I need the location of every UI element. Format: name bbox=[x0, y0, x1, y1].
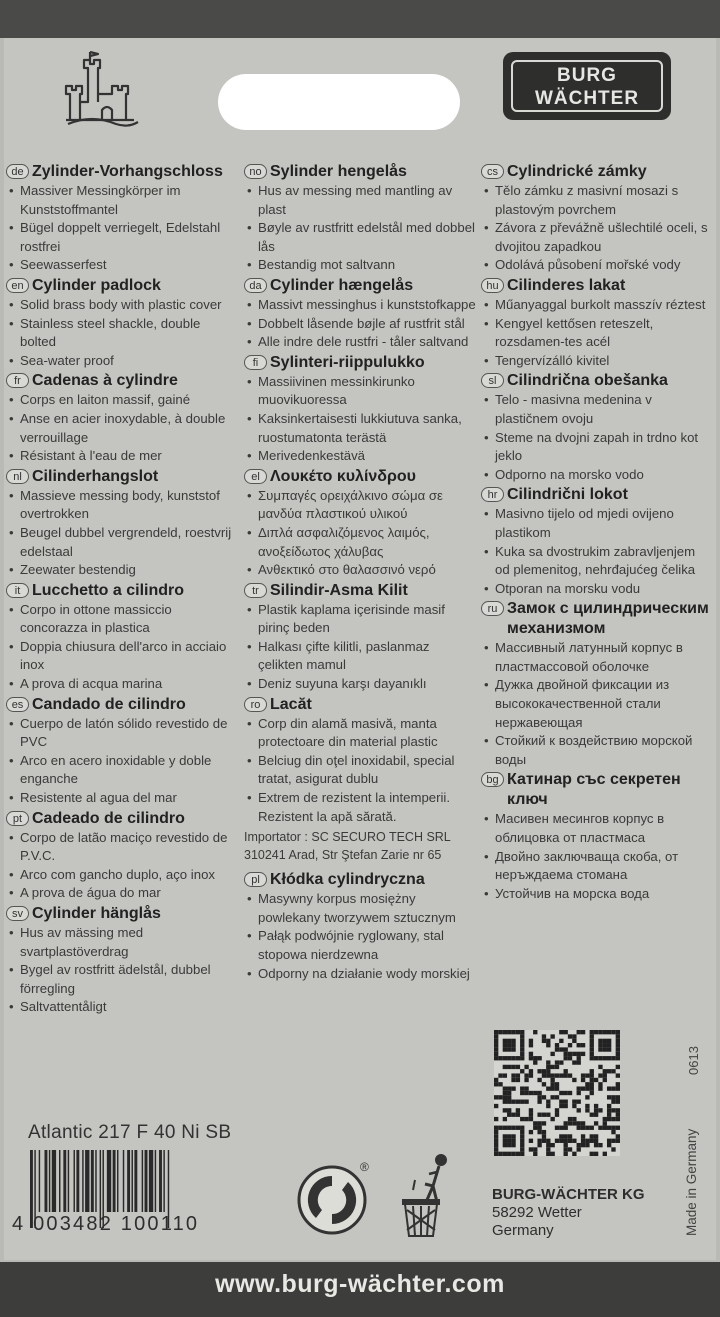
language-code-badge: hr bbox=[481, 487, 504, 502]
logo-text-line1: BURG bbox=[557, 65, 617, 86]
section-heading bbox=[481, 162, 713, 182]
company-name: BURG-WÄCHTER KG bbox=[492, 1186, 645, 1203]
feature-item: • Résistant à l'eau de mer bbox=[6, 447, 238, 466]
top-border-band bbox=[0, 0, 720, 38]
language-code-badge: sl bbox=[481, 373, 504, 388]
feature-item: • Sea-water proof bbox=[6, 352, 238, 371]
language-code-badge: en bbox=[6, 278, 29, 293]
section-heading bbox=[244, 870, 476, 890]
feature-item: • Doppia chiusura dell'arco in acciaio inox bbox=[6, 638, 238, 675]
language-code-badge: ro bbox=[244, 697, 267, 712]
section-heading bbox=[481, 276, 713, 296]
language-section-bg bbox=[481, 770, 713, 903]
section-heading bbox=[244, 353, 476, 373]
language-code-badge: it bbox=[6, 583, 29, 598]
section-title: Silindir-Asma Kilit bbox=[270, 581, 408, 599]
feature-item: • Plastik kaplama içerisinde masif pirinç beden bbox=[244, 601, 476, 638]
feature-item: • Massiivinen messinkirunko muovikuoressa bbox=[244, 373, 476, 410]
language-code-badge: el bbox=[244, 469, 267, 484]
feature-item: • Kuka sa dvostrukim zabravljenjem od plemenitog, nehrđajućeg čelika bbox=[481, 543, 713, 580]
language-section-el bbox=[244, 467, 476, 580]
castle-icon bbox=[62, 50, 144, 132]
feature-item: • Massiver Messingkörper im Kunststoffmantel bbox=[6, 182, 238, 219]
section-title: Cylinder padlock bbox=[32, 276, 161, 294]
feature-list bbox=[481, 810, 713, 903]
feature-item: • Устойчив на морска вода bbox=[481, 885, 713, 904]
feature-list bbox=[6, 182, 238, 275]
feature-item: • Bøyle av rustfritt edelstål med dobbel lås bbox=[244, 219, 476, 256]
feature-list bbox=[244, 373, 476, 466]
section-heading bbox=[481, 371, 713, 391]
feature-item: • Arco en acero inoxidable y doble enganche bbox=[6, 752, 238, 789]
feature-item: • Odporno na morsko vodo bbox=[481, 466, 713, 485]
language-section-en bbox=[6, 276, 238, 370]
section-heading bbox=[6, 695, 238, 715]
feature-item: • Cuerpo de latón sólido revestido de PVC bbox=[6, 715, 238, 752]
section-heading bbox=[481, 485, 713, 505]
language-section-es bbox=[6, 695, 238, 808]
language-column-2 bbox=[244, 162, 476, 984]
language-code-badge: fi bbox=[244, 355, 267, 370]
language-section-de bbox=[6, 162, 238, 275]
model-designation: Atlantic 217 F 40 Ni SB bbox=[28, 1122, 232, 1143]
language-code-badge: ru bbox=[481, 601, 504, 616]
section-heading bbox=[244, 581, 476, 601]
feature-item: • Massivt messinghus i kunststofkappe bbox=[244, 296, 476, 315]
language-column-3 bbox=[481, 162, 713, 904]
feature-item: • Solid brass body with plastic cover bbox=[6, 296, 238, 315]
language-code-badge: bg bbox=[481, 772, 504, 787]
feature-item: • Corp din alamă masivă, manta protectoare din material plastic bbox=[244, 715, 476, 752]
manufacturer-address bbox=[492, 1186, 644, 1240]
section-title: Замок с цилиндрическим механизмом bbox=[507, 600, 709, 638]
address-city: 58292 Wetter bbox=[492, 1204, 582, 1221]
language-section-da bbox=[244, 276, 476, 352]
feature-item: • Ανθεκτικό στο θαλασσινό νερό bbox=[244, 561, 476, 580]
section-heading bbox=[6, 467, 238, 487]
feature-item: • Závora z převážně ušlechtilé oceli, s dvojitou zapadkou bbox=[481, 219, 713, 256]
section-title: Cilinderhangslot bbox=[32, 467, 159, 485]
feature-item: • Двойно заключваща скоба, от неръждаема стомана bbox=[481, 848, 713, 885]
language-section-fi bbox=[244, 353, 476, 466]
language-section-hu bbox=[481, 276, 713, 370]
feature-item: • Odporny na działanie wody morskiej bbox=[244, 965, 476, 984]
feature-item: • Belciug din oţel inoxidabil, special tratat, asigurat dublu bbox=[244, 752, 476, 789]
language-section-pt bbox=[6, 809, 238, 903]
section-title: Cylinder hængelås bbox=[270, 276, 414, 294]
feature-list bbox=[481, 296, 713, 370]
feature-list bbox=[481, 391, 713, 484]
feature-list bbox=[244, 890, 476, 983]
feature-list bbox=[244, 182, 476, 275]
importer-info: Importator : SC SECURO TECH SRL 310241 Arad, Str Ştefan Zarie nr 65 bbox=[244, 830, 451, 863]
feature-list bbox=[481, 505, 713, 598]
language-section-it bbox=[6, 581, 238, 694]
feature-item: • Beugel dubbel vergrendeld, roestvrij edelstaal bbox=[6, 524, 238, 561]
section-heading bbox=[6, 371, 238, 391]
feature-item: • Resistente al agua del mar bbox=[6, 789, 238, 808]
language-code-badge: tr bbox=[244, 583, 267, 598]
feature-item: • Hus av mässing med svartplastöverdrag bbox=[6, 924, 238, 961]
feature-item: • Saltvattentåligt bbox=[6, 998, 238, 1017]
feature-list bbox=[6, 829, 238, 903]
feature-item: • Steme na dvojni zapah in trdno kot jeklo bbox=[481, 429, 713, 466]
section-title: Lucchetto a cilindro bbox=[32, 581, 185, 599]
section-title: Cilindrična obešanka bbox=[507, 372, 668, 390]
section-heading bbox=[244, 695, 476, 715]
language-section-no bbox=[244, 162, 476, 275]
section-heading bbox=[6, 162, 238, 182]
feature-item: • Tělo zámku z masivní mosazi s plastovým povrchem bbox=[481, 182, 713, 219]
language-column-1 bbox=[6, 162, 238, 1018]
language-section-hr bbox=[481, 485, 713, 598]
barcode-number: 4 003482 100110 bbox=[12, 1213, 200, 1235]
feature-item: • Zeewater bestendig bbox=[6, 561, 238, 580]
feature-item: • Dobbelt låsende bøjle af rustfrit stål bbox=[244, 315, 476, 334]
language-section-pl bbox=[244, 870, 476, 983]
feature-item: • Bügel doppelt verriegelt, Edelstahl rostfrei bbox=[6, 219, 238, 256]
feature-list bbox=[481, 182, 713, 275]
feature-item: • A prova di acqua marina bbox=[6, 675, 238, 694]
language-code-badge: fr bbox=[6, 373, 29, 388]
feature-item: • Corpo de latão maciço revestido de P.V.C. bbox=[6, 829, 238, 866]
language-code-badge: nl bbox=[6, 469, 29, 484]
tidyman-disposal-icon bbox=[385, 1150, 455, 1240]
language-code-badge: hu bbox=[481, 278, 504, 293]
section-title: Zylinder-Vorhangschloss bbox=[32, 163, 223, 180]
section-heading bbox=[244, 276, 476, 296]
section-title: Cilinderes lakat bbox=[507, 276, 626, 294]
section-title: Candado de cilindro bbox=[32, 695, 186, 713]
feature-list bbox=[244, 296, 476, 352]
section-heading bbox=[244, 162, 476, 182]
language-code-badge: es bbox=[6, 697, 29, 712]
website-url: www.burg-wächter.com bbox=[215, 1270, 505, 1298]
made-in-label: Made in Germany bbox=[684, 1128, 699, 1236]
section-title: Cilindrični lokot bbox=[507, 486, 628, 504]
section-heading bbox=[6, 809, 238, 829]
feature-item: • Συμπαγές ορειχάλκινο σώμα σε μανδύα πλαστικού υλικού bbox=[244, 487, 476, 524]
feature-item: • Corpo in ottone massiccio concorazza in plastica bbox=[6, 601, 238, 638]
section-title: Sylinder hengelås bbox=[270, 163, 407, 180]
section-heading bbox=[481, 770, 713, 810]
feature-item: • Halkası çifte kilitli, paslanmaz çelikten mamul bbox=[244, 638, 476, 675]
language-code-badge: de bbox=[6, 164, 29, 179]
feature-item: • Anse en acier inoxydable, à double verrouillage bbox=[6, 410, 238, 447]
feature-item: • Bestandig mot saltvann bbox=[244, 256, 476, 275]
feature-item: • Telo - masivna medenina v plastičnem ovoju bbox=[481, 391, 713, 428]
section-title: Λουκέτο κυλίνδρου bbox=[270, 467, 416, 485]
section-title: Cadeado de cilindro bbox=[32, 809, 185, 827]
feature-item: • A prova de água do mar bbox=[6, 884, 238, 903]
qr-code-icon bbox=[494, 1030, 620, 1156]
language-code-badge: da bbox=[244, 278, 267, 293]
feature-item: • Массивный латунный корпус в пластмассовой оболочке bbox=[481, 639, 713, 676]
language-section-cs bbox=[481, 162, 713, 275]
language-code-badge: sv bbox=[6, 906, 29, 921]
language-code-badge: pt bbox=[6, 811, 29, 826]
section-title: Cadenas à cylindre bbox=[32, 372, 178, 390]
feature-item: • Massieve messing body, kunststof overtrokken bbox=[6, 487, 238, 524]
language-code-badge: no bbox=[244, 164, 267, 179]
section-heading bbox=[6, 581, 238, 601]
feature-item: • Műanyaggal burkolt masszív réztest bbox=[481, 296, 713, 315]
section-heading bbox=[244, 467, 476, 487]
feature-item: • Arco com gancho duplo, aço inox bbox=[6, 866, 238, 885]
feature-item: • Masywny korpus mosiężny powlekany tworzywem sztucznym bbox=[244, 890, 476, 927]
feature-item: • Διπλά ασφαλιζόμενος λαιμός, ανοξείδωτος χάλυβας bbox=[244, 524, 476, 561]
address-country: Germany bbox=[492, 1222, 554, 1239]
feature-list bbox=[6, 296, 238, 370]
batch-code: 0613 bbox=[686, 1046, 701, 1075]
feature-item: • Дужка двойной фиксации из высококачественной стали нержавеющая bbox=[481, 676, 713, 732]
language-section-tr bbox=[244, 581, 476, 694]
section-heading bbox=[481, 599, 713, 639]
feature-item: • Alle indre dele rustfri - tåler saltvand bbox=[244, 333, 476, 352]
feature-list bbox=[6, 924, 238, 1017]
logo-text-line2: WÄCHTER bbox=[534, 88, 640, 109]
feature-item: • Otporan na morsku vodu bbox=[481, 580, 713, 599]
language-section-fr bbox=[6, 371, 238, 465]
feature-item: • Corps en laiton massif, gainé bbox=[6, 391, 238, 410]
feature-item: • Odolává působení mořské vody bbox=[481, 256, 713, 275]
feature-item: • Stainless steel shackle, double bolted bbox=[6, 315, 238, 352]
section-title: Катинар със секретен ключ bbox=[507, 771, 681, 809]
feature-list bbox=[244, 601, 476, 694]
language-section-nl bbox=[6, 467, 238, 580]
feature-item: • Kengyel kettősen reteszelt, rozsdamen-tes acél bbox=[481, 315, 713, 352]
feature-item: • Bygel av rostfritt ädelstål, dubbel förregling bbox=[6, 961, 238, 998]
section-heading bbox=[6, 904, 238, 924]
feature-item: • Tengervízálló kivitel bbox=[481, 352, 713, 371]
feature-list bbox=[6, 391, 238, 465]
feature-list bbox=[6, 601, 238, 694]
feature-item: • Extrem de rezistent la intemperii. Rezistent la apă sărată. bbox=[244, 789, 476, 826]
language-section-sl bbox=[481, 371, 713, 484]
section-title: Kłódka cylindryczna bbox=[270, 871, 425, 889]
green-dot-recycling-icon bbox=[296, 1164, 368, 1236]
section-title: Sylinteri-riippulukko bbox=[270, 353, 425, 371]
feature-item: • Kaksinkertaisesti lukkiutuva sanka, ruostumatonta terästä bbox=[244, 410, 476, 447]
feature-item: • Стойкий к воздействию морской воды bbox=[481, 732, 713, 769]
hang-hole-cutout bbox=[218, 74, 460, 130]
language-section-ru bbox=[481, 599, 713, 769]
feature-item: • Pałąk podwójnie ryglowany, stal stopowa nierdzewna bbox=[244, 927, 476, 964]
section-title: Lacăt bbox=[270, 695, 312, 713]
section-heading bbox=[6, 276, 238, 296]
language-section-sv bbox=[6, 904, 238, 1017]
feature-item: • Deniz suyuna karşı dayanıklı bbox=[244, 675, 476, 694]
feature-item: • Masivno tijelo od mjedi ovijeno plastikom bbox=[481, 505, 713, 542]
feature-item: • Merivedenkestävä bbox=[244, 447, 476, 466]
language-code-badge: pl bbox=[244, 872, 267, 887]
section-title: Cylinder hänglås bbox=[32, 905, 161, 922]
feature-list bbox=[244, 487, 476, 580]
feature-item: • Масивен месингов корпус в облицовка от пластмаса bbox=[481, 810, 713, 847]
language-code-badge: cs bbox=[481, 164, 504, 179]
feature-item: • Hus av messing med mantling av plast bbox=[244, 182, 476, 219]
registered-mark: ® bbox=[360, 1160, 369, 1174]
feature-list bbox=[6, 715, 238, 808]
feature-list bbox=[6, 487, 238, 580]
feature-list bbox=[481, 639, 713, 769]
language-section-ro bbox=[244, 695, 476, 827]
section-title: Cylindrické zámky bbox=[507, 163, 647, 180]
brand-logo bbox=[503, 52, 671, 120]
feature-list bbox=[244, 715, 476, 827]
feature-item: • Seewasserfest bbox=[6, 256, 238, 275]
